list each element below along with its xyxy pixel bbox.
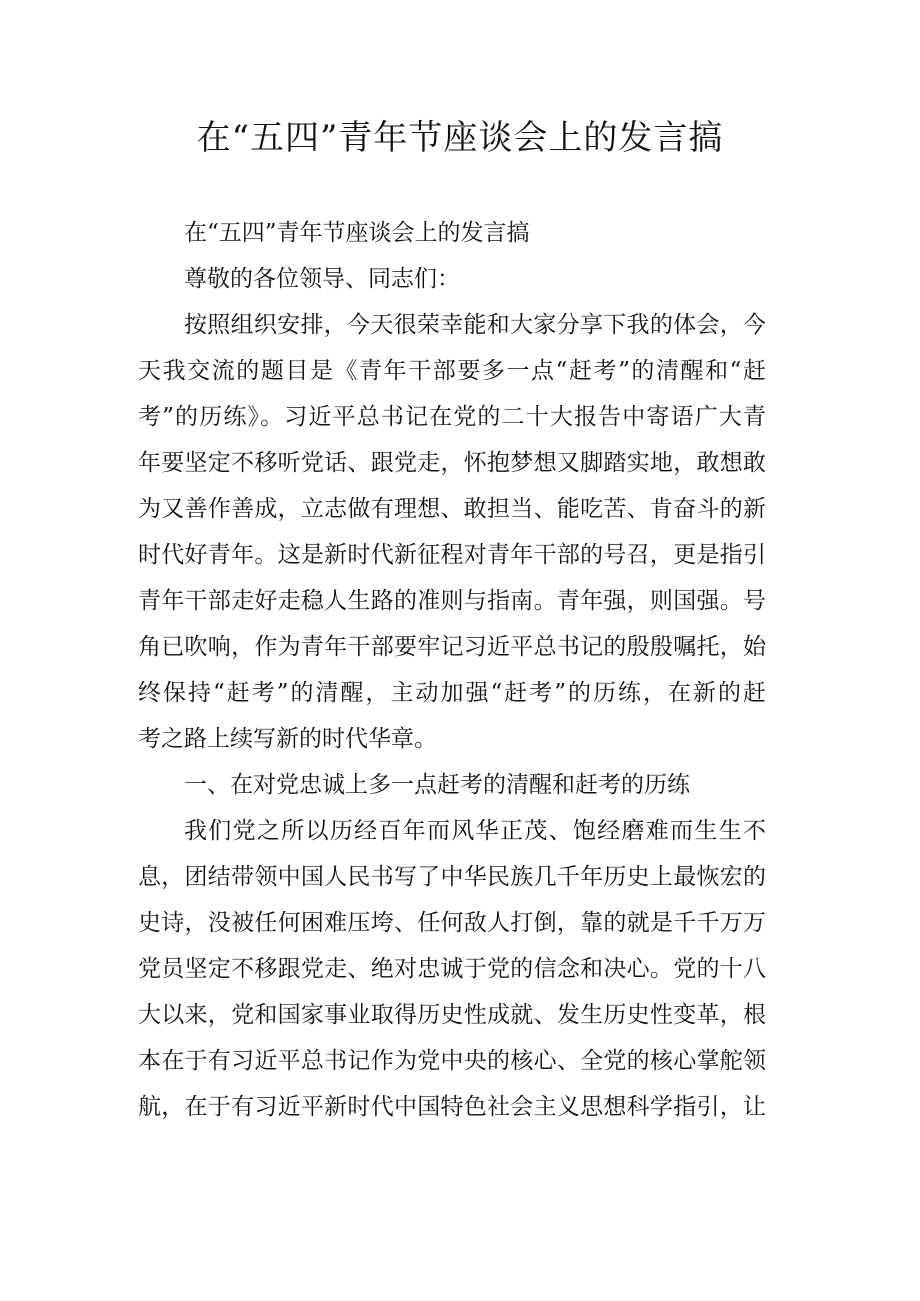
paragraph-line: 时代好青年。这是新时代新征程对青年干部的号召，更是指引 [138, 542, 766, 568]
paragraph-line: 航，在于有习近平新时代中国特色社会主义思想科学指引，让 [138, 1094, 766, 1120]
document-subtitle: 在“五四”青年节座谈会上的发言搞 [184, 220, 530, 246]
paragraph-line: 天我交流的题目是《青年干部要多一点“赶考”的清醒和“赶 [138, 358, 766, 384]
paragraph-1 [138, 302, 766, 762]
paragraph-line: 息，团结带领中国人民书写了中华民族几千年历史上最恢宏的 [138, 864, 766, 890]
document-body [138, 210, 766, 1130]
paragraph-line: 考之路上续写新的时代华章。 [138, 726, 437, 752]
paragraph-line: 我们党之所以历经百年而风华正茂、饱经磨难而生生不 [184, 818, 766, 844]
document-title: 在“五四”青年节座谈会上的发言搞 [196, 118, 724, 158]
paragraph-line: 史诗，没被任何困难压垮、任何敌人打倒，靠的就是千千万万 [138, 910, 766, 936]
paragraph-line: 按照组织安排，今天很荣幸能和大家分享下我的体会，今 [184, 312, 766, 338]
paragraph-line: 年要坚定不移听党话、跟党走，怀抱梦想又脚踏实地，敢想敢 [138, 450, 766, 476]
section-heading-1: 一、在对党忠诚上多一点赶考的清醒和赶考的历练 [184, 772, 690, 798]
paragraph-line: 本在于有习近平总书记作为党中央的核心、全党的核心掌舵领 [138, 1048, 766, 1074]
paragraph-2 [138, 808, 766, 1130]
paragraph-line: 为又善作善成，立志做有理想、敢担当、能吃苦、肯奋斗的新 [138, 496, 766, 522]
paragraph-line: 党员坚定不移跟党走、绝对忠诚于党的信念和决心。党的十八 [138, 956, 766, 982]
paragraph-line: 考”的历练》。习近平总书记在党的二十大报告中寄语广大青 [138, 404, 766, 430]
paragraph-line: 大以来，党和国家事业取得历史性成就、发生历史性变革，根 [138, 1002, 766, 1028]
salutation: 尊敬的各位领导、同志们： [184, 266, 460, 292]
paragraph-line: 角已吹响，作为青年干部要牢记习近平总书记的殷殷嘱托，始 [138, 634, 766, 660]
paragraph-line: 终保持“赶考”的清醒，主动加强“赶考”的历练，在新的赶 [138, 680, 766, 706]
paragraph-line: 青年干部走好走稳人生路的准则与指南。青年强，则国强。号 [138, 588, 766, 614]
